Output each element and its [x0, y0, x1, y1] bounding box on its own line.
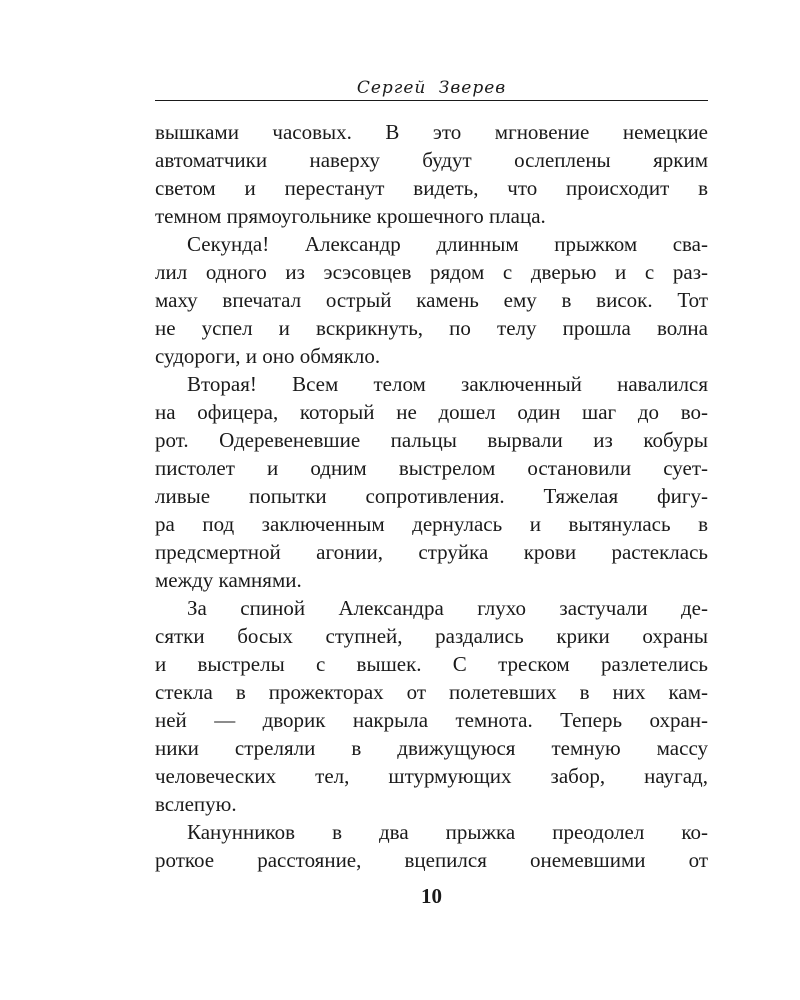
page-number: 10	[421, 884, 442, 908]
text-line: судороги, и оно обмякло.	[155, 344, 381, 368]
running-head	[155, 72, 708, 102]
text-line: маху впечатал острый камень ему в висок. Тот	[155, 288, 708, 312]
text-line: Секунда! Александр длинным прыжком сва-	[187, 232, 708, 256]
text-line: пистолет и одним выстрелом остановили сует-	[155, 456, 708, 480]
text-line: и выстрелы с вышек. С треском разлетелись	[155, 652, 708, 676]
text-line: человеческих тел, штурмующих забор, наугад,	[155, 764, 708, 788]
running-head-author: Сергей Зверев	[356, 78, 507, 98]
paragraph	[155, 370, 708, 594]
text-line: ливые попытки сопротивления. Тяжелая фигу-	[155, 484, 708, 508]
text-line: стекла в прожекторах от полетевших в них кам-	[155, 680, 708, 704]
text-line: ники стреляли в движущуюся темную массу	[155, 736, 708, 760]
text-line: Канунников в два прыжка преодолел ко-	[187, 820, 708, 844]
text-line: темном прямоугольнике крошечного плаца.	[155, 204, 546, 228]
text-line: сятки босых ступней, раздались крики охраны	[155, 624, 708, 648]
text-line: За спиной Александра глухо застучали де-	[187, 596, 708, 620]
paragraph	[155, 118, 708, 230]
text-line: ней — дворик накрыла темнота. Теперь охран-	[155, 708, 708, 732]
text-line: Вторая! Всем телом заключенный навалился	[187, 372, 708, 396]
text-line: вслепую.	[155, 792, 237, 816]
paragraph	[155, 818, 708, 874]
text-line: на офицера, который не дошел один шаг до во-	[155, 400, 708, 424]
paragraph	[155, 594, 708, 818]
text-line: вышками часовых. В это мгновение немецкие	[155, 120, 708, 144]
header-rule	[155, 100, 708, 101]
text-line: предсмертной агонии, струйка крови растеклась	[155, 540, 708, 564]
text-line: не успел и вскрикнуть, по телу прошла волна	[155, 316, 708, 340]
body-text	[155, 118, 708, 874]
text-line: ра под заключенным дернулась и вытянулась в	[155, 512, 708, 536]
text-line: роткое расстояние, вцепился онемевшими от	[155, 848, 708, 872]
text-line: рот. Одеревеневшие пальцы вырвали из кобуры	[155, 428, 708, 452]
paragraph	[155, 230, 708, 370]
text-line: лил одного из эсэсовцев рядом с дверью и с раз-	[155, 260, 708, 284]
text-line: автоматчики наверху будут ослеплены ярким	[155, 148, 708, 172]
text-line: светом и перестанут видеть, что происходит в	[155, 176, 708, 200]
text-line: между камнями.	[155, 568, 302, 592]
